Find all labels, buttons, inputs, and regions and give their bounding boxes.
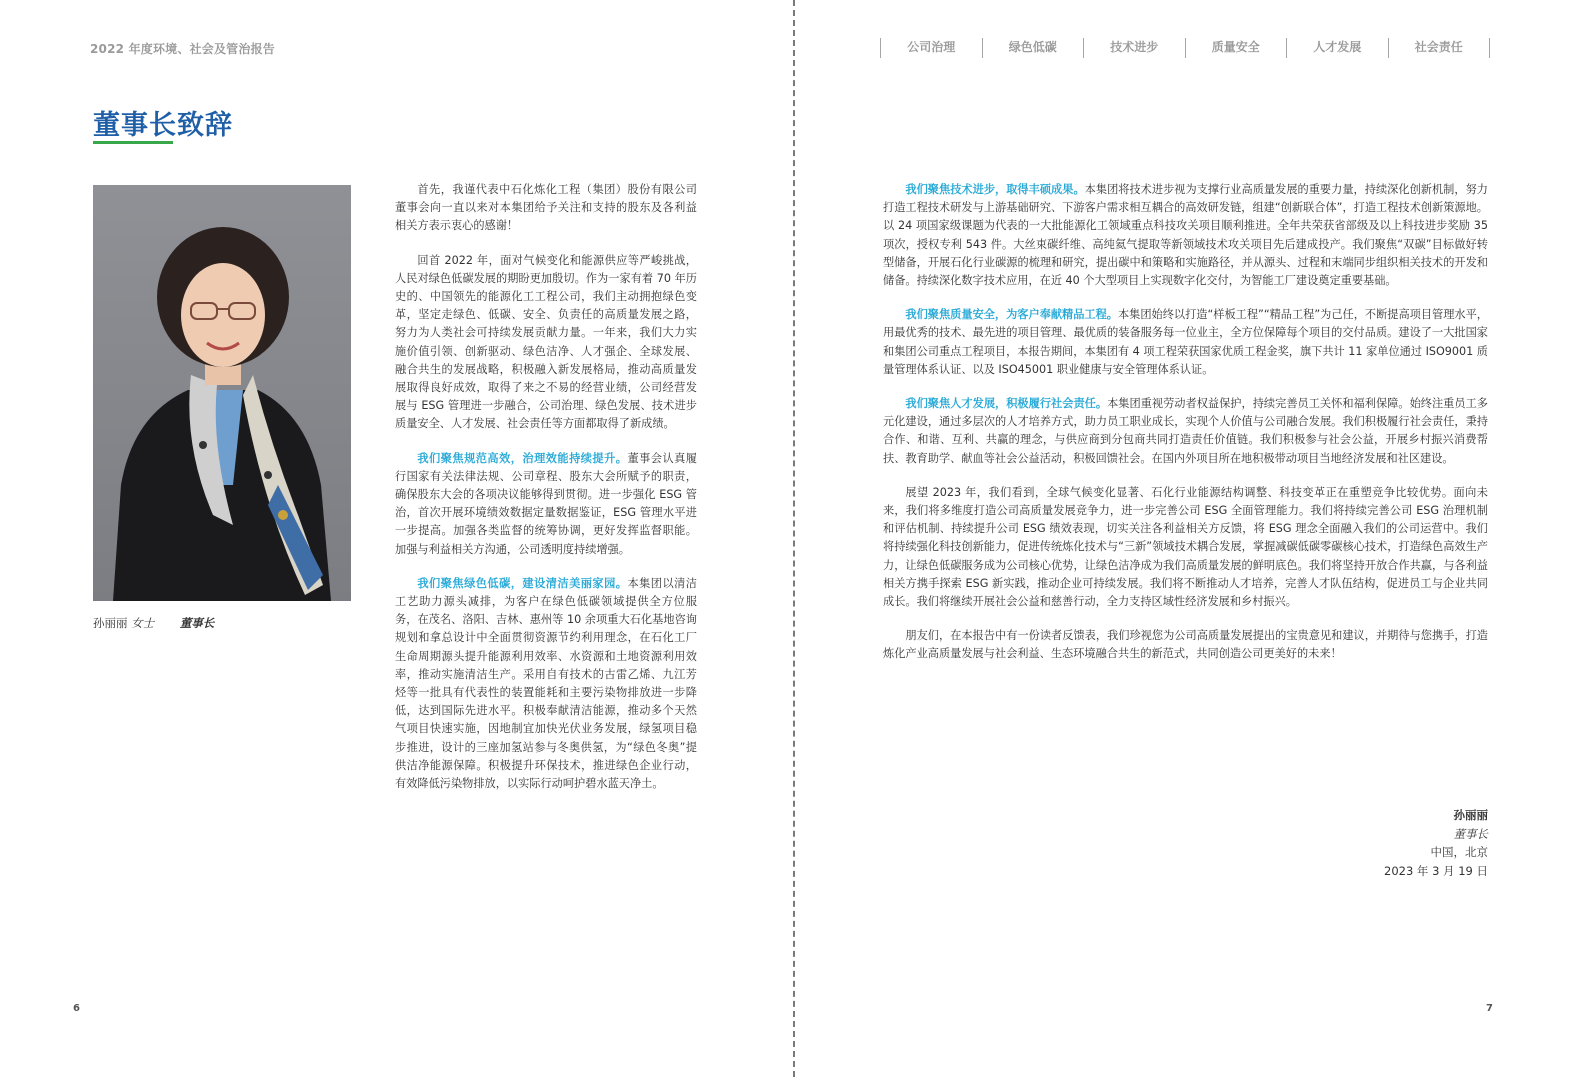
right-paragraph-5: 朋友们，在本报告中有一份读者反馈表，我们珍视您为公司高质量发展提出的宝贵意见和建议，并期待与您携手，打造炼化产业高质量发展与社会利益、生态环境融合共生的新范式，共同创造公司更美好的未来！ — [883, 629, 1488, 661]
nav-item-governance[interactable]: 公司治理 — [880, 38, 982, 58]
signature-block — [1300, 806, 1488, 880]
portrait-caption — [93, 615, 214, 631]
left-paragraph-1: 首先，我谨代表中石化炼化工程（集团）股份有限公司董事会向一直以来对本集团给予关注和支持的股东及各利益相关方表示衷心的感谢！ — [395, 183, 697, 233]
signature-title: 董事长 — [1453, 826, 1488, 841]
left-text-column — [395, 181, 697, 809]
left-paragraph-3: 我们聚焦规范高效，治理效能持续提升。董事会认真履行国家有关法律法规、公司章程、股东大会所赋予的职责，确保股东大会的各项决议能够得到贯彻。进一步强化 ESG 管治，首次开展环境绩效数据定量数据鉴证，ESG 管理水平进一步提高。加强各类监督的统筹协调，更好发挥监督职能。加强与利益相关方沟通，公司透明度持续增强。 — [395, 451, 697, 556]
caption-honorific: 女士 — [131, 616, 155, 630]
caption-title: 董事长 — [179, 616, 215, 630]
nav-item-tech[interactable]: 技术进步 — [1083, 38, 1185, 58]
heading-underline — [93, 141, 173, 144]
nav-item-quality[interactable]: 质量安全 — [1185, 38, 1287, 58]
signature-date: 2023 年 3 月 19 日 — [1384, 863, 1488, 878]
paragraph-lead: 我们聚焦质量安全，为客户奉献精品工程。 — [905, 308, 1118, 322]
nav-item-green[interactable]: 绿色低碳 — [982, 38, 1084, 58]
right-paragraph-1: 我们聚焦技术进步，取得丰硕成果。本集团将技术进步视为支撑行业高质量发展的重要力量，持续深化创新机制，努力打造工程技术研发与上游基础研究、下游客户需求相互耦合的高效研发链，组建“创新联合体”，打造工程技术创新策源地。以 24 项国家级课题为代表的一大批能源化工领域重点科技攻关项目顺利推进。全年共荣获省部级及以上科技进步奖励 35 项次，授权专利 543 件。大丝束碳纤维、高纯氦气提取等新领域技术攻关项目先后建成投产。我们聚焦“双碳”目标做好转型储备，开展石化行业碳源的梳理和研究，提出碳中和策略和实施路径，并从源头、过程和末端同步组织相关技术的开发和储备。持续深化数字技术应用，在近 40 个大型项目上实现数字化交付，为智能工厂建设奠定重要基础。 — [883, 183, 1488, 288]
left-paragraph-4: 我们聚焦绿色低碳，建设清洁美丽家园。本集团以清洁工艺助力源头减排，为客户在绿色低碳领域提供全方位服务，在茂名、洛阳、吉林、惠州等 10 余项重大石化基地咨询规划和拿总设计中全面贯彻资源节约利用理念，在石化工厂生命周期源头提升能源利用效率、水资源和土地资源利用效率，推动实施清洁生产。采用自有技术的古雷乙烯、九江芳烃等一批具有代表性的装置能耗和主要污染物排放进一步降低，达到国际先进水平。积极奉献清洁能源，推动多个天然气项目快速实施，因地制宜加快光伏业务发展，绿氢项目稳步推进，设计的三座加氢站参与冬奥供氢，为“绿色冬奥”提供洁净能源保障。积极提升环保技术，推进绿色企业行动，有效降低污染物排放，以实际行动呵护碧水蓝天净土。 — [395, 576, 697, 791]
nav-item-social[interactable]: 社会责任 — [1388, 38, 1491, 58]
right-paragraph-3: 我们聚焦人才发展，积极履行社会责任。本集团重视劳动者权益保护，持续完善员工关怀和福利保障。始终注重员工多元化建设，通过多层次的人才培养方式，助力员工职业成长，实现个人价值与公司融合发展。我们积极履行社会责任，秉持合作、和谐、互利、共赢的理念，与供应商到分包商共同打造责任价值链。我们积极参与社会公益，开展乡村振兴消费帮扶、教育助学、献血等社会公益活动，积极回馈社会。在国内外项目所在地积极带动项目当地经济发展和社区建设。 — [883, 397, 1488, 465]
page-heading: 董事长致辞 — [93, 110, 233, 141]
signature-place: 中国，北京 — [1430, 845, 1488, 859]
paragraph-lead: 我们聚焦人才发展，积极履行社会责任。 — [905, 397, 1108, 411]
right-paragraph-4: 展望 2023 年，我们看到，全球气候变化显著、石化行业能源结构调整、科技变革正在重塑竞争比较优势。面向未来，我们将多维度打造公司高质量发展竞争力，进一步完善公司 ESG 全面管理能力。我们将持续完善公司 ESG 治理机制和评估机制、持续提升公司 ESG 绩效表现，切实关注各利益相关方反馈，将 ESG 理念全面融入我们的公司运营中。我们将持续强化科技创新能力，促进传统炼化技术与“三新”领域技术耦合发展，掌握减碳低碳零碳核心技术，打造绿色高效生产力，让绿色低碳服务成为公司核心优势，让绿色洁净成为我们高质量发展的鲜明底色。我们将坚持开放合作共赢，与各利益相关方携手探索 ESG 新实践，推动企业可持续发展。我们将不断推动人才培养，完善人才队伍结构，促进员工与企业共同成长。我们将继续开展社会公益和慈善行动，全力支持区域性经济发展和乡村振兴。 — [883, 485, 1488, 609]
paragraph-lead: 我们聚焦绿色低碳，建设清洁美丽家园。 — [417, 576, 628, 590]
nav-item-talent[interactable]: 人才发展 — [1286, 38, 1388, 58]
page-number-left: 6 — [73, 1003, 80, 1014]
left-paragraph-2: 回首 2022 年，面对气候变化和能源供应等严峻挑战，人民对绿色低碳发展的期盼更加殷切。作为一家有着 70 年历史的、中国领先的能源化工工程公司，我们主动拥抱绿色变革，坚定走绿色、低碳、安全、负责任的高质量发展之路，努力为人类社会可持续发展贡献力量。一年来，我们大力实施价值引领、创新驱动、绿色洁净、人才强企、全球发展、融合共生的发展战略，积极融入新发展格局，推动高质量发展取得良好成效，取得了来之不易的经营业绩，公司经营发展与 ESG 管理进一步融合，公司治理、绿色发展、技术进步质量安全、人才发展、社会责任等方面都取得了新成绩。 — [395, 253, 697, 431]
right-paragraph-2: 我们聚焦质量安全，为客户奉献精品工程。本集团始终以打造“样板工程”“精品工程”为己任，不断提高项目管理水平，用最优秀的技术、最先进的项目管理、最优质的装备服务每一位业主，全方位保障每个项目的交付品质。建设了一大批国家和集团公司重点工程项目，本报告期间，本集团有 4 项工程荣获国家优质工程金奖，旗下共计 11 家单位通过 ISO9001 质量管理体系认证、以及 ISO45001 职业健康与安全管理体系认证。 — [883, 308, 1488, 376]
report-title: 2022 年度环境、社会及管治报告 — [90, 42, 275, 56]
caption-name: 孙丽丽 — [93, 616, 128, 630]
page-divider — [793, 0, 795, 1077]
page-number-right: 7 — [1486, 1003, 1493, 1014]
right-text-column — [883, 181, 1488, 680]
signature-name: 孙丽丽 — [1453, 808, 1488, 822]
paragraph-lead: 我们聚焦技术进步，取得丰硕成果。 — [905, 183, 1085, 196]
chairperson-portrait — [93, 185, 351, 601]
section-nav — [880, 38, 1490, 58]
paragraph-lead: 我们聚焦规范高效，治理效能持续提升。 — [417, 451, 628, 465]
